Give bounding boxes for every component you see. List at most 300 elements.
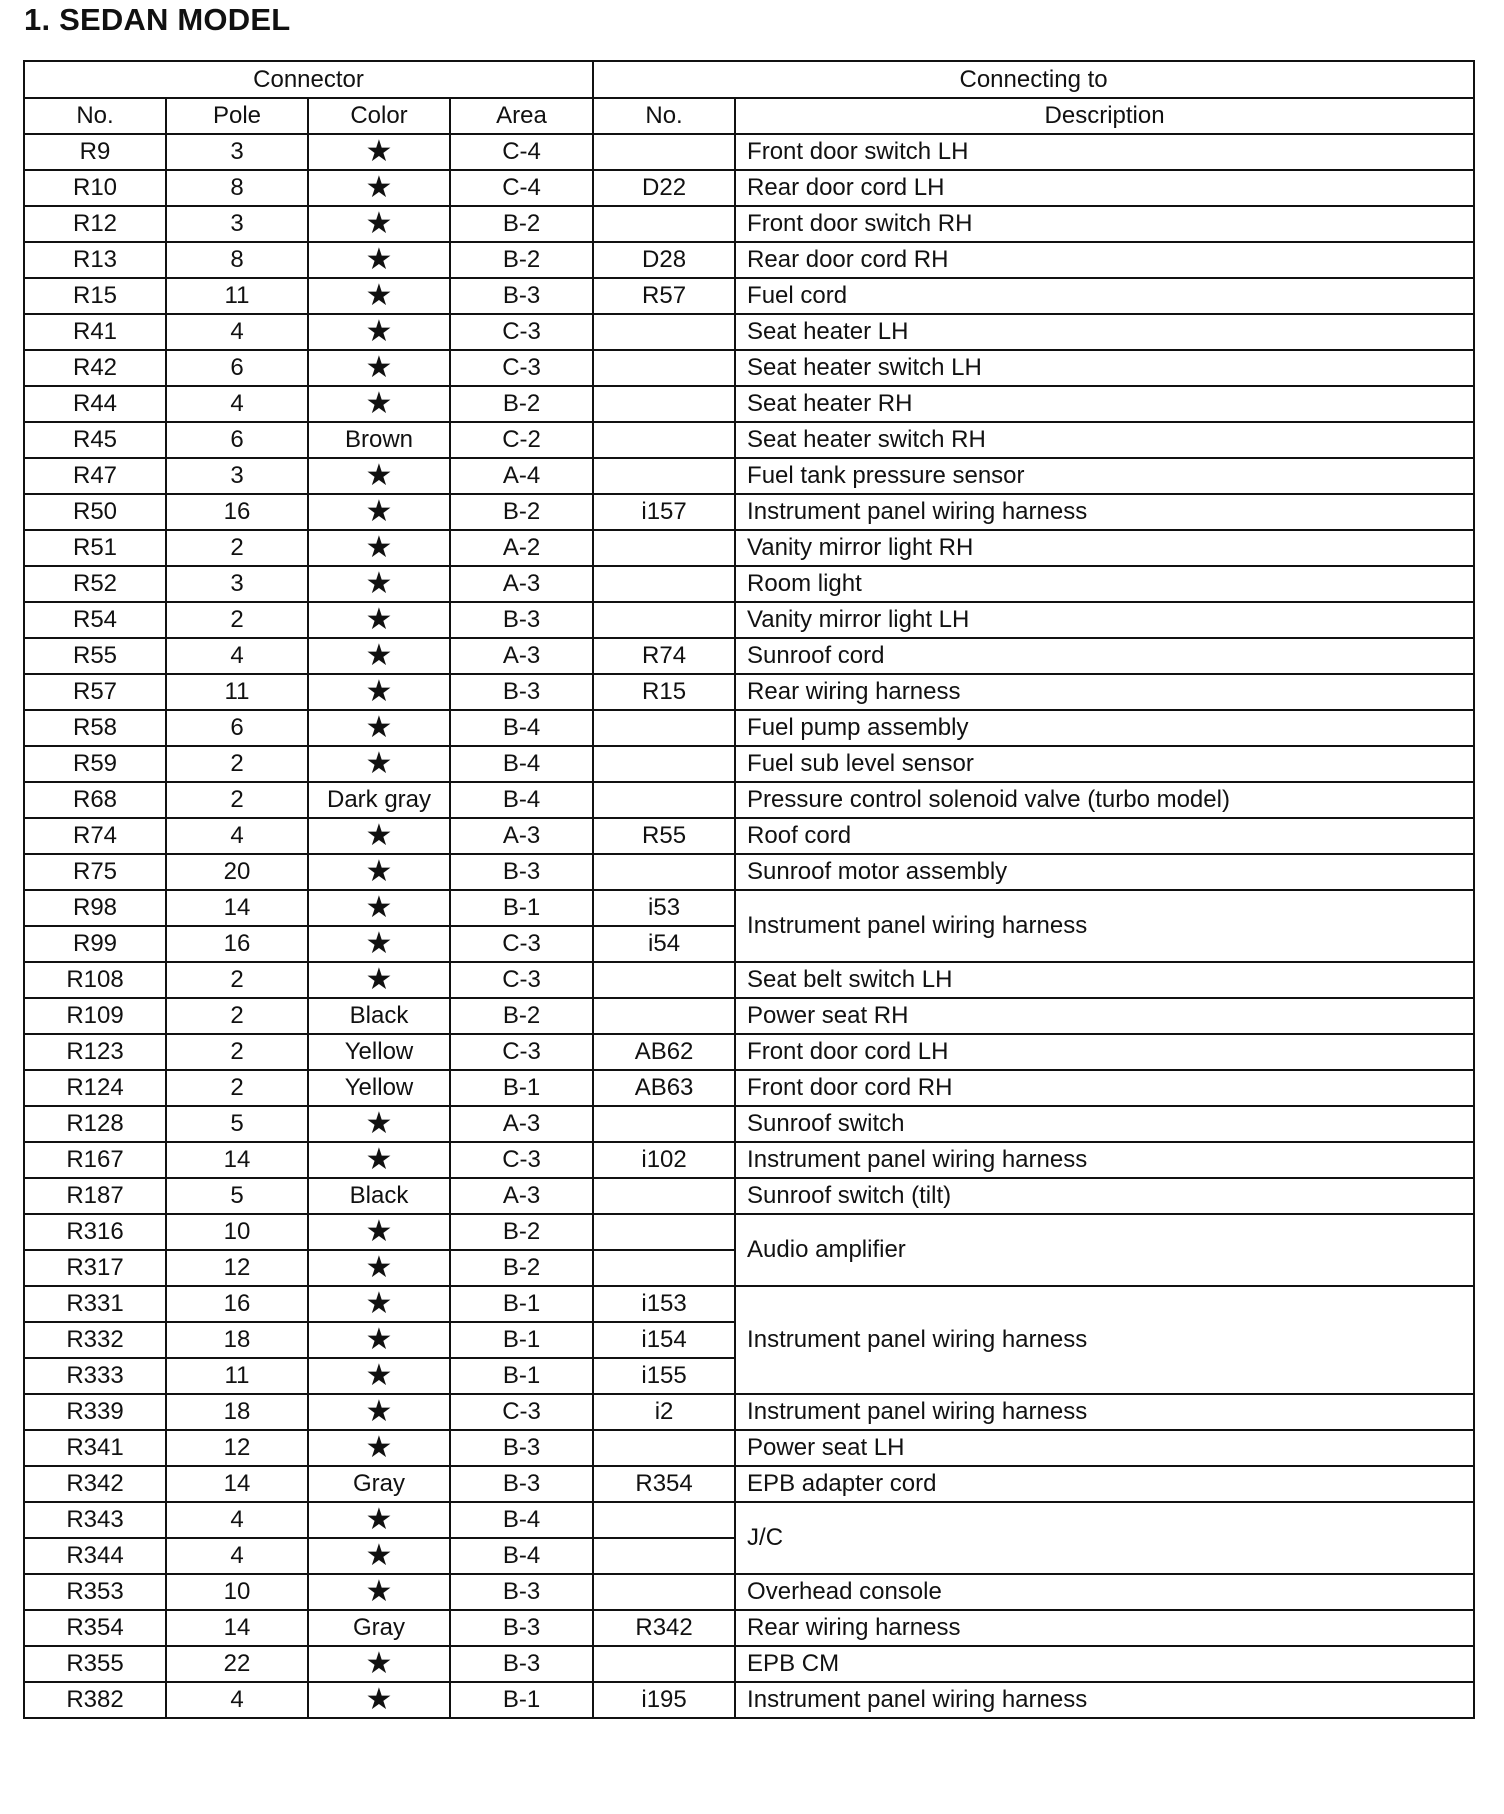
connecting-no-cell: R74 — [593, 638, 735, 674]
connecting-no-cell: i157 — [593, 494, 735, 530]
table-row — [24, 1214, 1474, 1250]
star-icon: ★ — [308, 458, 450, 494]
connecting-no-cell — [593, 854, 735, 890]
area-cell: C-3 — [450, 314, 593, 350]
pole-cell: 14 — [166, 890, 308, 926]
connector-no-cell: R354 — [24, 1610, 166, 1646]
pole-cell: 11 — [166, 1358, 308, 1394]
pole-cell: 2 — [166, 998, 308, 1034]
table-row — [24, 1178, 1474, 1214]
page-title: 1. SEDAN MODEL — [24, 2, 291, 37]
connecting-no-cell — [593, 314, 735, 350]
table-row — [24, 170, 1474, 206]
header-column-row — [24, 98, 1474, 134]
pole-cell: 12 — [166, 1430, 308, 1466]
area-cell: B-2 — [450, 1214, 593, 1250]
connector-no-cell: R355 — [24, 1646, 166, 1682]
header-connecting-no: No. — [593, 98, 735, 134]
description-cell: Instrument panel wiring harness — [735, 1286, 1474, 1394]
table-row — [24, 962, 1474, 998]
area-cell: A-3 — [450, 1178, 593, 1214]
pole-cell: 10 — [166, 1574, 308, 1610]
pole-cell: 6 — [166, 710, 308, 746]
connector-no-cell: R51 — [24, 530, 166, 566]
connecting-no-cell — [593, 710, 735, 746]
area-cell: A-3 — [450, 638, 593, 674]
connecting-no-cell — [593, 1502, 735, 1538]
description-cell: Rear wiring harness — [735, 674, 1474, 710]
connecting-no-cell — [593, 566, 735, 602]
description-cell: Sunroof motor assembly — [735, 854, 1474, 890]
area-cell: C-3 — [450, 962, 593, 998]
description-cell: Fuel sub level sensor — [735, 746, 1474, 782]
table-row — [24, 422, 1474, 458]
header-color: Color — [308, 98, 450, 134]
star-icon: ★ — [308, 674, 450, 710]
area-cell: B-3 — [450, 1574, 593, 1610]
star-icon: ★ — [308, 1286, 450, 1322]
pole-cell: 14 — [166, 1142, 308, 1178]
table-row — [24, 494, 1474, 530]
description-cell: Rear door cord LH — [735, 170, 1474, 206]
star-icon: ★ — [308, 818, 450, 854]
description-cell: Instrument panel wiring harness — [735, 494, 1474, 530]
description-cell: Roof cord — [735, 818, 1474, 854]
color-cell: Brown — [308, 422, 450, 458]
description-cell: EPB adapter cord — [735, 1466, 1474, 1502]
pole-cell: 4 — [166, 314, 308, 350]
star-icon: ★ — [308, 638, 450, 674]
pole-cell: 18 — [166, 1322, 308, 1358]
color-cell: Black — [308, 998, 450, 1034]
table-row — [24, 386, 1474, 422]
pole-cell: 4 — [166, 1682, 308, 1718]
color-cell: Dark gray — [308, 782, 450, 818]
area-cell: B-2 — [450, 1250, 593, 1286]
connector-no-cell: R353 — [24, 1574, 166, 1610]
connector-no-cell: R12 — [24, 206, 166, 242]
connecting-no-cell — [593, 530, 735, 566]
star-icon: ★ — [308, 1682, 450, 1718]
connector-no-cell: R332 — [24, 1322, 166, 1358]
connecting-no-cell — [593, 134, 735, 170]
table-row — [24, 1502, 1474, 1538]
connector-no-cell: R331 — [24, 1286, 166, 1322]
pole-cell: 10 — [166, 1214, 308, 1250]
description-cell: Front door switch LH — [735, 134, 1474, 170]
area-cell: B-3 — [450, 1466, 593, 1502]
pole-cell: 11 — [166, 674, 308, 710]
connector-no-cell: R44 — [24, 386, 166, 422]
connector-no-cell: R109 — [24, 998, 166, 1034]
description-cell: Sunroof switch (tilt) — [735, 1178, 1474, 1214]
connecting-no-cell — [593, 602, 735, 638]
area-cell: A-3 — [450, 566, 593, 602]
area-cell: C-3 — [450, 926, 593, 962]
area-cell: C-4 — [450, 170, 593, 206]
connector-no-cell: R59 — [24, 746, 166, 782]
area-cell: C-4 — [450, 134, 593, 170]
table-row — [24, 1034, 1474, 1070]
area-cell: B-1 — [450, 1358, 593, 1394]
pole-cell: 18 — [166, 1394, 308, 1430]
description-cell: Seat belt switch LH — [735, 962, 1474, 998]
area-cell: B-3 — [450, 602, 593, 638]
connecting-no-cell: R57 — [593, 278, 735, 314]
description-cell: Fuel pump assembly — [735, 710, 1474, 746]
table-row — [24, 1682, 1474, 1718]
connector-no-cell: R54 — [24, 602, 166, 638]
connecting-no-cell — [593, 386, 735, 422]
area-cell: B-3 — [450, 1610, 593, 1646]
connector-no-cell: R47 — [24, 458, 166, 494]
connecting-no-cell — [593, 1178, 735, 1214]
description-cell: Vanity mirror light RH — [735, 530, 1474, 566]
connecting-no-cell: i53 — [593, 890, 735, 926]
color-cell: Gray — [308, 1466, 450, 1502]
connector-no-cell: R123 — [24, 1034, 166, 1070]
connector-no-cell: R50 — [24, 494, 166, 530]
star-icon: ★ — [308, 242, 450, 278]
pole-cell: 2 — [166, 1034, 308, 1070]
description-cell: Overhead console — [735, 1574, 1474, 1610]
area-cell: B-3 — [450, 854, 593, 890]
connector-no-cell: R167 — [24, 1142, 166, 1178]
connecting-no-cell: AB62 — [593, 1034, 735, 1070]
area-cell: C-3 — [450, 1142, 593, 1178]
color-cell: Yellow — [308, 1034, 450, 1070]
pole-cell: 4 — [166, 638, 308, 674]
color-cell: Black — [308, 1178, 450, 1214]
connecting-no-cell: i2 — [593, 1394, 735, 1430]
pole-cell: 2 — [166, 1070, 308, 1106]
star-icon: ★ — [308, 1142, 450, 1178]
connecting-no-cell — [593, 1538, 735, 1574]
pole-cell: 2 — [166, 962, 308, 998]
connector-no-cell: R382 — [24, 1682, 166, 1718]
star-icon: ★ — [308, 602, 450, 638]
connector-no-cell: R75 — [24, 854, 166, 890]
area-cell: B-2 — [450, 206, 593, 242]
description-cell: Seat heater switch RH — [735, 422, 1474, 458]
pole-cell: 5 — [166, 1106, 308, 1142]
connector-no-cell: R99 — [24, 926, 166, 962]
area-cell: B-1 — [450, 1322, 593, 1358]
table-row — [24, 818, 1474, 854]
table-row — [24, 1070, 1474, 1106]
area-cell: B-1 — [450, 1682, 593, 1718]
pole-cell: 2 — [166, 530, 308, 566]
star-icon: ★ — [308, 1574, 450, 1610]
area-cell: B-3 — [450, 278, 593, 314]
connector-no-cell: R68 — [24, 782, 166, 818]
description-cell: J/C — [735, 1502, 1474, 1574]
connecting-no-cell — [593, 350, 735, 386]
header-area: Area — [450, 98, 593, 134]
star-icon: ★ — [308, 134, 450, 170]
star-icon: ★ — [308, 926, 450, 962]
table-row — [24, 1286, 1474, 1322]
area-cell: A-3 — [450, 818, 593, 854]
pole-cell: 2 — [166, 746, 308, 782]
pole-cell: 22 — [166, 1646, 308, 1682]
pole-cell: 16 — [166, 1286, 308, 1322]
star-icon: ★ — [308, 566, 450, 602]
connecting-no-cell: R55 — [593, 818, 735, 854]
pole-cell: 3 — [166, 134, 308, 170]
star-icon: ★ — [308, 1502, 450, 1538]
connector-no-cell: R108 — [24, 962, 166, 998]
table-body — [24, 134, 1474, 1718]
pole-cell: 4 — [166, 1502, 308, 1538]
description-cell: Rear wiring harness — [735, 1610, 1474, 1646]
connector-no-cell: R317 — [24, 1250, 166, 1286]
description-cell: Front door cord LH — [735, 1034, 1474, 1070]
star-icon: ★ — [308, 314, 450, 350]
area-cell: B-3 — [450, 1646, 593, 1682]
pole-cell: 6 — [166, 422, 308, 458]
area-cell: B-2 — [450, 242, 593, 278]
table-row — [24, 638, 1474, 674]
description-cell: Seat heater RH — [735, 386, 1474, 422]
star-icon: ★ — [308, 1538, 450, 1574]
area-cell: B-2 — [450, 386, 593, 422]
table-row — [24, 350, 1474, 386]
pole-cell: 8 — [166, 170, 308, 206]
star-icon: ★ — [308, 170, 450, 206]
color-cell: Yellow — [308, 1070, 450, 1106]
connecting-no-cell — [593, 1574, 735, 1610]
pole-cell: 12 — [166, 1250, 308, 1286]
connector-no-cell: R58 — [24, 710, 166, 746]
table-row — [24, 746, 1474, 782]
description-cell: Sunroof cord — [735, 638, 1474, 674]
connector-no-cell: R124 — [24, 1070, 166, 1106]
area-cell: B-1 — [450, 1070, 593, 1106]
star-icon: ★ — [308, 1214, 450, 1250]
description-cell: Seat heater LH — [735, 314, 1474, 350]
connecting-no-cell — [593, 782, 735, 818]
description-cell: Fuel cord — [735, 278, 1474, 314]
pole-cell: 6 — [166, 350, 308, 386]
star-icon: ★ — [308, 1322, 450, 1358]
pole-cell: 4 — [166, 818, 308, 854]
table-row — [24, 1142, 1474, 1178]
connecting-no-cell — [593, 1106, 735, 1142]
description-cell: Power seat RH — [735, 998, 1474, 1034]
area-cell: A-2 — [450, 530, 593, 566]
pole-cell: 20 — [166, 854, 308, 890]
table-row — [24, 206, 1474, 242]
connecting-no-cell: R342 — [593, 1610, 735, 1646]
connector-no-cell: R52 — [24, 566, 166, 602]
pole-cell: 11 — [166, 278, 308, 314]
connector-no-cell: R341 — [24, 1430, 166, 1466]
pole-cell: 8 — [166, 242, 308, 278]
connector-no-cell: R342 — [24, 1466, 166, 1502]
pole-cell: 2 — [166, 782, 308, 818]
connecting-no-cell: D22 — [593, 170, 735, 206]
star-icon: ★ — [308, 1394, 450, 1430]
connecting-no-cell: i153 — [593, 1286, 735, 1322]
table-row — [24, 242, 1474, 278]
connecting-no-cell — [593, 1646, 735, 1682]
connecting-no-cell: D28 — [593, 242, 735, 278]
description-cell: Fuel tank pressure sensor — [735, 458, 1474, 494]
connector-no-cell: R9 — [24, 134, 166, 170]
table-row — [24, 674, 1474, 710]
table-row — [24, 1646, 1474, 1682]
description-cell: Instrument panel wiring harness — [735, 1682, 1474, 1718]
pole-cell: 14 — [166, 1610, 308, 1646]
star-icon: ★ — [308, 1250, 450, 1286]
description-cell: EPB CM — [735, 1646, 1474, 1682]
star-icon: ★ — [308, 746, 450, 782]
area-cell: B-3 — [450, 1430, 593, 1466]
table-row — [24, 1466, 1474, 1502]
table-row — [24, 710, 1474, 746]
description-cell: Front door switch RH — [735, 206, 1474, 242]
area-cell: C-3 — [450, 350, 593, 386]
area-cell: B-4 — [450, 746, 593, 782]
star-icon: ★ — [308, 494, 450, 530]
table-row — [24, 314, 1474, 350]
pole-cell: 16 — [166, 494, 308, 530]
connector-no-cell: R74 — [24, 818, 166, 854]
star-icon: ★ — [308, 1358, 450, 1394]
header-connector: Connector — [24, 61, 593, 98]
star-icon: ★ — [308, 890, 450, 926]
table-row — [24, 782, 1474, 818]
pole-cell: 4 — [166, 1538, 308, 1574]
connecting-no-cell — [593, 422, 735, 458]
description-cell: Power seat LH — [735, 1430, 1474, 1466]
area-cell: A-3 — [450, 1106, 593, 1142]
connecting-no-cell: i154 — [593, 1322, 735, 1358]
connector-no-cell: R339 — [24, 1394, 166, 1430]
connector-no-cell: R10 — [24, 170, 166, 206]
table-row — [24, 854, 1474, 890]
table-row — [24, 890, 1474, 926]
pole-cell: 5 — [166, 1178, 308, 1214]
connecting-no-cell: i195 — [593, 1682, 735, 1718]
connecting-no-cell — [593, 998, 735, 1034]
description-cell: Instrument panel wiring harness — [735, 1142, 1474, 1178]
table-row — [24, 134, 1474, 170]
connecting-no-cell — [593, 746, 735, 782]
pole-cell: 3 — [166, 458, 308, 494]
header-group-row — [24, 61, 1474, 98]
description-cell: Front door cord RH — [735, 1070, 1474, 1106]
table-row — [24, 566, 1474, 602]
area-cell: B-4 — [450, 1502, 593, 1538]
star-icon: ★ — [308, 350, 450, 386]
pole-cell: 14 — [166, 1466, 308, 1502]
connector-no-cell: R13 — [24, 242, 166, 278]
star-icon: ★ — [308, 854, 450, 890]
description-cell: Audio amplifier — [735, 1214, 1474, 1286]
header-pole: Pole — [166, 98, 308, 134]
header-description: Description — [735, 98, 1474, 134]
area-cell: B-4 — [450, 710, 593, 746]
connector-no-cell: R128 — [24, 1106, 166, 1142]
description-cell: Instrument panel wiring harness — [735, 1394, 1474, 1430]
connecting-no-cell — [593, 1430, 735, 1466]
description-cell: Pressure control solenoid valve (turbo model) — [735, 782, 1474, 818]
description-cell: Seat heater switch LH — [735, 350, 1474, 386]
connector-no-cell: R57 — [24, 674, 166, 710]
connector-no-cell: R316 — [24, 1214, 166, 1250]
connector-no-cell: R15 — [24, 278, 166, 314]
table-row — [24, 1394, 1474, 1430]
connector-no-cell: R333 — [24, 1358, 166, 1394]
star-icon: ★ — [308, 1430, 450, 1466]
area-cell: C-3 — [450, 1394, 593, 1430]
connecting-no-cell: R15 — [593, 674, 735, 710]
table-row — [24, 278, 1474, 314]
star-icon: ★ — [308, 710, 450, 746]
table-row — [24, 1574, 1474, 1610]
area-cell: A-4 — [450, 458, 593, 494]
pole-cell: 3 — [166, 206, 308, 242]
area-cell: B-4 — [450, 1538, 593, 1574]
connector-no-cell: R42 — [24, 350, 166, 386]
table-row — [24, 1430, 1474, 1466]
connecting-no-cell: R354 — [593, 1466, 735, 1502]
area-cell: B-1 — [450, 1286, 593, 1322]
header-no: No. — [24, 98, 166, 134]
area-cell: B-4 — [450, 782, 593, 818]
star-icon: ★ — [308, 1646, 450, 1682]
area-cell: B-2 — [450, 998, 593, 1034]
star-icon: ★ — [308, 530, 450, 566]
description-cell: Rear door cord RH — [735, 242, 1474, 278]
connector-no-cell: R187 — [24, 1178, 166, 1214]
connecting-no-cell — [593, 458, 735, 494]
pole-cell: 16 — [166, 926, 308, 962]
star-icon: ★ — [308, 1106, 450, 1142]
connector-no-cell: R98 — [24, 890, 166, 926]
description-cell: Sunroof switch — [735, 1106, 1474, 1142]
area-cell: C-2 — [450, 422, 593, 458]
pole-cell: 4 — [166, 386, 308, 422]
connecting-no-cell: i155 — [593, 1358, 735, 1394]
star-icon: ★ — [308, 206, 450, 242]
area-cell: B-1 — [450, 890, 593, 926]
area-cell: C-3 — [450, 1034, 593, 1070]
table-row — [24, 530, 1474, 566]
star-icon: ★ — [308, 962, 450, 998]
connector-no-cell: R45 — [24, 422, 166, 458]
connector-no-cell: R55 — [24, 638, 166, 674]
star-icon: ★ — [308, 386, 450, 422]
connector-no-cell: R343 — [24, 1502, 166, 1538]
connecting-no-cell — [593, 206, 735, 242]
area-cell: B-2 — [450, 494, 593, 530]
description-cell: Vanity mirror light LH — [735, 602, 1474, 638]
description-cell: Instrument panel wiring harness — [735, 890, 1474, 962]
table-row — [24, 998, 1474, 1034]
connector-no-cell: R344 — [24, 1538, 166, 1574]
description-cell: Room light — [735, 566, 1474, 602]
table-row — [24, 458, 1474, 494]
header-connecting-to: Connecting to — [593, 61, 1474, 98]
connecting-no-cell: i102 — [593, 1142, 735, 1178]
connecting-no-cell: i54 — [593, 926, 735, 962]
pole-cell: 2 — [166, 602, 308, 638]
area-cell: B-3 — [450, 674, 593, 710]
table-row — [24, 602, 1474, 638]
